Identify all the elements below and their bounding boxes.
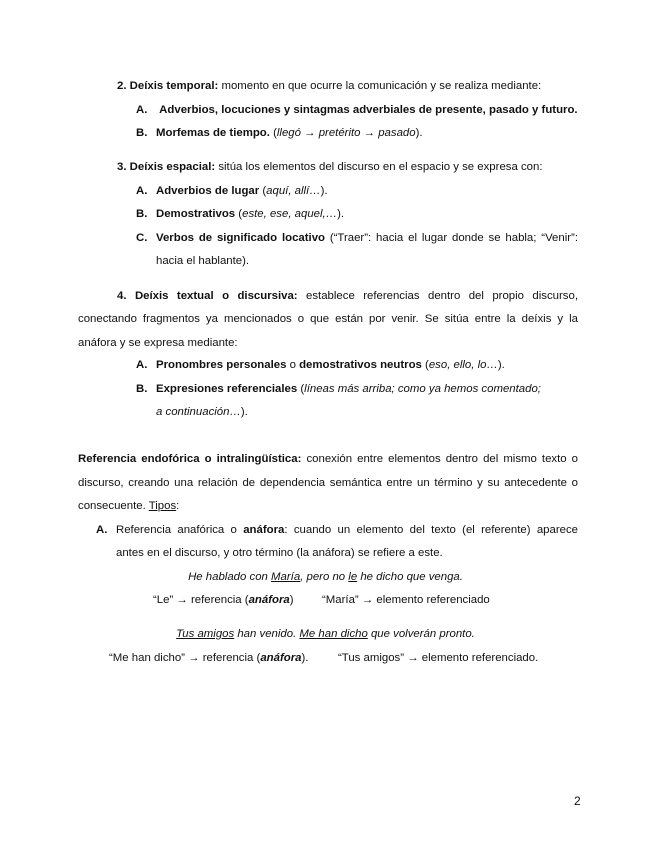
espacial-text: sitúa los elementos del discurso en el espacio y se expresa con:: [215, 161, 543, 173]
espacial-item-c-text: Verbos de significado locativo: [156, 232, 325, 244]
anafora-item: [96, 524, 578, 538]
tipos-link: Tipos: [148, 500, 177, 512]
espacial-num: 3.: [117, 161, 127, 173]
example2-element: “Tus amigos” → elemento referenciado.: [338, 652, 539, 664]
endoforica-line1: conexión entre elementos dentro del mismo texto o: [301, 453, 578, 465]
paren-open: (: [297, 383, 305, 395]
example2-referent: Tus amigos: [176, 628, 235, 640]
endoforica-line3-text: consecuente.: [78, 500, 149, 512]
endoforica-title: Referencia endofórica o intralingüística:: [78, 453, 302, 465]
textual-item-b-example: líneas más arriba; como ya hemos comentado;: [304, 383, 541, 395]
textual-item-a: [136, 359, 505, 373]
example1-anaphor: le: [348, 571, 358, 583]
connector: o: [286, 359, 300, 371]
espacial-item-a-example: aquí, allí…: [266, 185, 321, 197]
paren-close: ).: [320, 185, 328, 197]
espacial-item-a-text: Adverbios de lugar: [156, 185, 260, 197]
espacial-item-a: [136, 185, 328, 199]
endoforica-line3: [78, 500, 179, 514]
temporal-text: momento en que ocurre la comunicación y se realiza mediante:: [218, 80, 542, 92]
paren-open: (: [269, 127, 277, 139]
endoforica-line2: discurso, creando una relación de dependencia semántica entre un término y su antecedente o: [78, 477, 578, 489]
list-label: A.: [136, 104, 148, 116]
temporal-item-b: [136, 127, 423, 141]
anafora-term: anáfora: [243, 524, 285, 536]
example1-part: , pero no: [300, 571, 349, 583]
temporal-item-a-text: Adverbios, locuciones y sintagmas adverbiales de presente, pasado y futuro.: [159, 104, 578, 116]
espacial-item-c-cont: hacia el hablante).: [156, 255, 250, 267]
textual-item-b-example-cont: a continuación…: [156, 406, 241, 418]
paren-close: ).: [415, 127, 423, 139]
textual-title: Deíxis textual o discursiva:: [134, 290, 298, 302]
textual-line1: establece referencias dentro del propio discurso,: [297, 290, 578, 302]
textual-num: 4.: [117, 290, 127, 302]
textual-line3: anáfora y se expresa mediante:: [78, 337, 238, 349]
example1-sentence: [0, 571, 653, 585]
espacial-item-b-example: este, ese, aquel,…: [242, 208, 338, 220]
temporal-heading: [117, 80, 541, 94]
textual-item-b-text: Expresiones referenciales: [156, 383, 298, 395]
example1-reference: [153, 594, 294, 608]
textual-item-b-cont: [156, 406, 248, 420]
paren-close: ).: [240, 406, 248, 418]
example1-ref-text: “Le” → referencia (: [153, 594, 249, 606]
list-label: C.: [136, 232, 148, 244]
page-number: 2: [574, 794, 581, 808]
paren-close: ).: [337, 208, 345, 220]
espacial-item-b-text: Demostrativos: [156, 208, 236, 220]
anafora-item-cont: antes en el discurso, y otro término (la anáfora) se refiere a este.: [116, 547, 443, 559]
paren-close: ).: [497, 359, 505, 371]
paren-open: (: [235, 208, 243, 220]
paren-open: (: [421, 359, 429, 371]
textual-item-a-bold1: Pronombres personales: [156, 359, 287, 371]
example1-referent: María: [271, 571, 301, 583]
list-label: A.: [136, 185, 148, 197]
espacial-heading: [117, 161, 543, 175]
anafora-pre: Referencia anafórica o: [116, 524, 244, 536]
example2-ref-text: “Me han dicho” → referencia (: [109, 652, 261, 664]
textual-heading: [78, 290, 578, 304]
example2-part: que volverán pronto.: [367, 628, 475, 640]
espacial-item-c: [136, 232, 578, 246]
espacial-title: Deíxis espacial:: [129, 161, 216, 173]
list-label: A.: [96, 524, 108, 536]
list-label: B.: [136, 127, 148, 139]
example2-part: han venido.: [234, 628, 300, 640]
temporal-item-b-example: llegó → pretérito → pasado: [276, 127, 416, 139]
temporal-title: Deíxis temporal:: [129, 80, 219, 92]
temporal-num: 2.: [117, 80, 127, 92]
example2-reference: [109, 652, 308, 666]
list-label: A.: [136, 359, 148, 371]
example2-ref-term: anáfora: [260, 652, 302, 664]
list-label: B.: [136, 383, 148, 395]
example2-sentence: [0, 628, 653, 642]
espacial-item-c-line1: (“Traer”: hacia el lugar donde se habla; “Venir”:: [325, 232, 578, 244]
textual-item-a-bold2: demostrativos neutros: [299, 359, 422, 371]
paren-open: (: [259, 185, 267, 197]
espacial-item-b: [136, 208, 344, 222]
list-label: B.: [136, 208, 148, 220]
example1-element: “María” → elemento referenciado: [322, 594, 490, 606]
textual-item-b: [136, 383, 541, 397]
example2-anaphor: Me han dicho: [299, 628, 368, 640]
example1-part: he dicho que venga.: [357, 571, 463, 583]
textual-line2: conectando fragmentos ya mencionados o que están por venir. Se sitúa entre la deíxis y la: [78, 313, 578, 325]
temporal-item-b-text: Morfemas de tiempo.: [156, 127, 270, 139]
example1-part: He hablado con: [188, 571, 272, 583]
example1-ref-term: anáfora: [248, 594, 290, 606]
endoforica-heading: [78, 453, 578, 467]
textual-item-a-example: eso, ello, lo…: [428, 359, 498, 371]
temporal-item-a: [136, 104, 578, 118]
paren-close: ): [289, 594, 294, 606]
paren-close: ).: [301, 652, 309, 664]
colon: :: [176, 500, 180, 512]
anafora-definition: : cuando un elemento del texto (el referente) aparece: [284, 524, 578, 536]
